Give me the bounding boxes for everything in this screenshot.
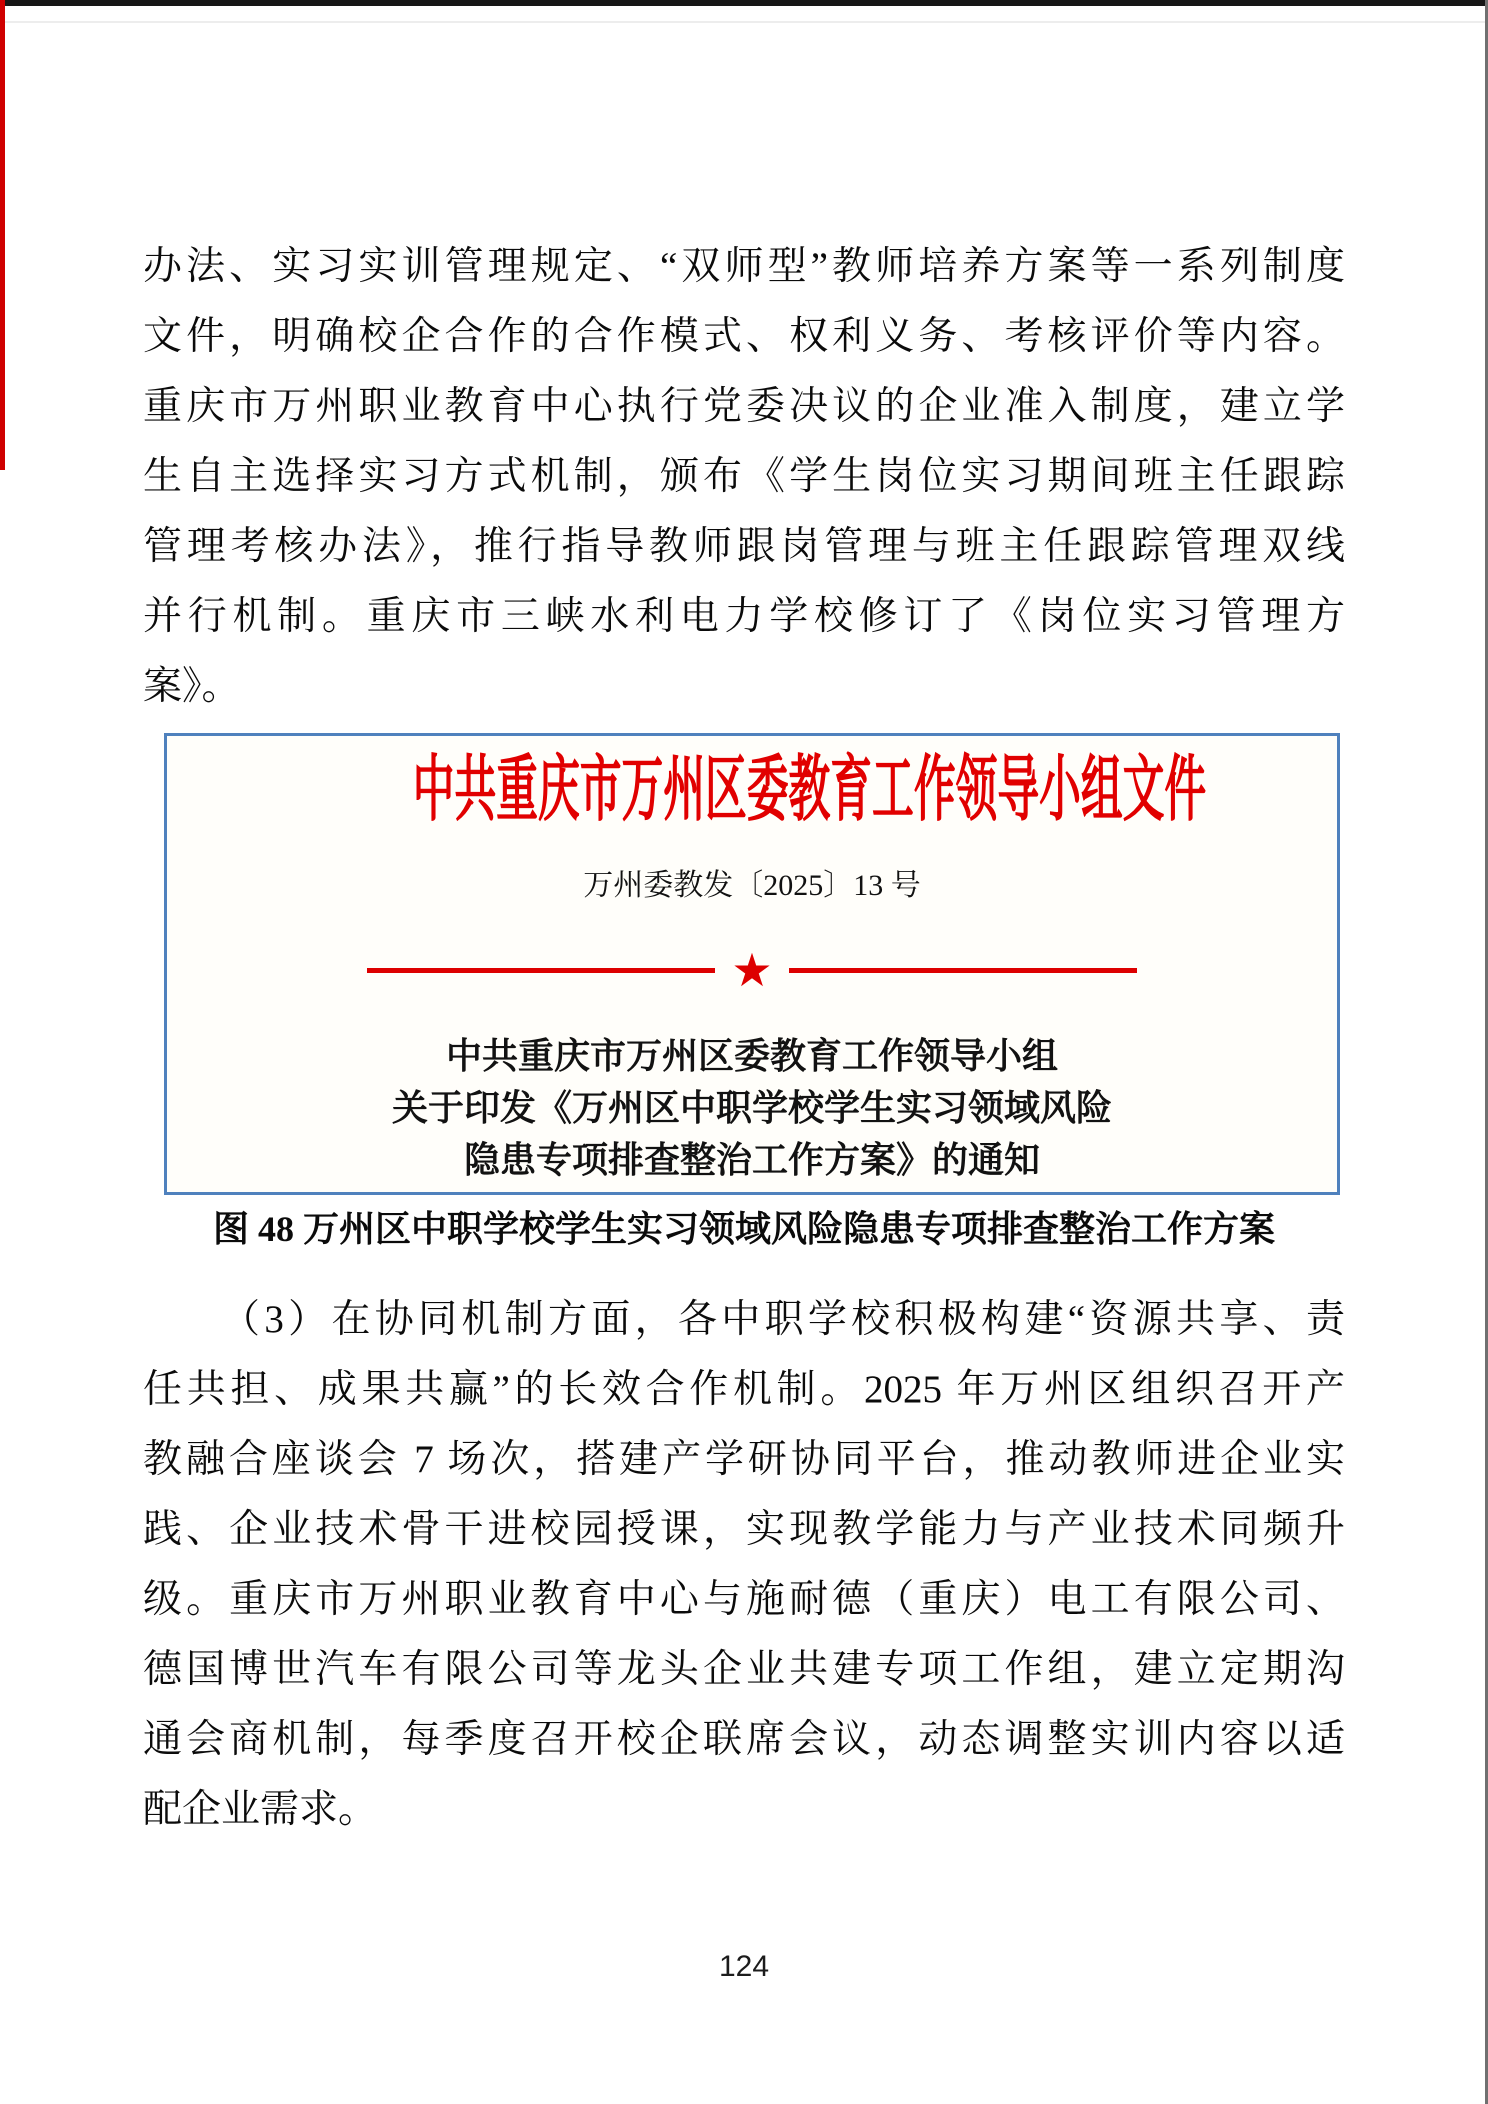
body-text-line: 教融合座谈会 7 场次，搭建产学研协同平台，推动教师进企业实 [143,1438,1345,1481]
page-top-edge [0,0,1488,6]
body-text-line: 重庆市万州职业教育中心执行党委决议的企业准入制度，建立学 [143,385,1345,428]
body-text-line: 并行机制。重庆市三峡水利电力学校修订了《岗位实习管理方 [143,595,1345,638]
figure-image [164,733,1340,1195]
left-red-marker-bar [0,0,5,470]
body-text-line: 践、企业技术骨干进校园授课，实现教学能力与产业技术同频升 [143,1508,1345,1551]
body-text-line: 配企业需求。 [143,1788,378,1831]
body-text-line: 管理考核办法》，推行指导教师跟岗管理与班主任跟踪管理双线 [143,525,1345,568]
red-divider-rule [367,943,1137,997]
page-number: 124 [718,1950,770,1983]
notice-title-line: 隐患专项排查整治工作方案》的通知 [463,1139,1040,1180]
body-text-line: 通会商机制，每季度召开校企联席会议，动态调整实训内容以适 [143,1718,1345,1761]
official-document-red-header: 中共重庆市万州区委教育工作领导小组文件 [412,750,1207,830]
body-text-line: 案》。 [143,665,241,708]
figure-caption: 图 48 万州区中职学校学生实习领域风险隐患专项排查整治工作方案 [212,1209,1275,1249]
body-text-line: 生自主选择实习方式机制，颁布《学生岗位实习期间班主任跟踪 [143,455,1345,498]
red-rule-left-segment [367,968,715,973]
red-rule-right-segment [789,968,1137,973]
paragraph-2 [143,1285,1345,1845]
notice-title-line: 关于印发《万州区中职学校学生实习领域风险 [391,1087,1112,1128]
body-text-line: （3）在协同机制方面，各中职学校积极构建“资源共享、责 [221,1298,1345,1341]
page-top-shadow [0,21,1488,23]
notice-title-line: 中共重庆市万州区委教育工作领导小组 [445,1035,1058,1076]
body-text-line: 办法、实习实训管理规定、“双师型”教师培养方案等一系列制度 [143,245,1345,288]
body-text-line: 级。重庆市万州职业教育中心与施耐德（重庆）电工有限公司、 [143,1578,1345,1621]
body-text-line: 文件，明确校企合作的合作模式、权利义务、考核评价等内容。 [143,315,1345,358]
body-text-line: 任共担、成果共赢”的长效合作机制。2025 年万州区组织召开产 [143,1368,1345,1411]
paragraph-1 [143,232,1345,722]
document-number: 万州委教发〔2025〕13 号 [583,869,921,902]
body-text-line: 德国博世汽车有限公司等龙头企业共建专项工作组，建立定期沟 [143,1648,1345,1691]
notice-title [167,1030,1337,1186]
red-star-icon: ★ [731,943,773,997]
